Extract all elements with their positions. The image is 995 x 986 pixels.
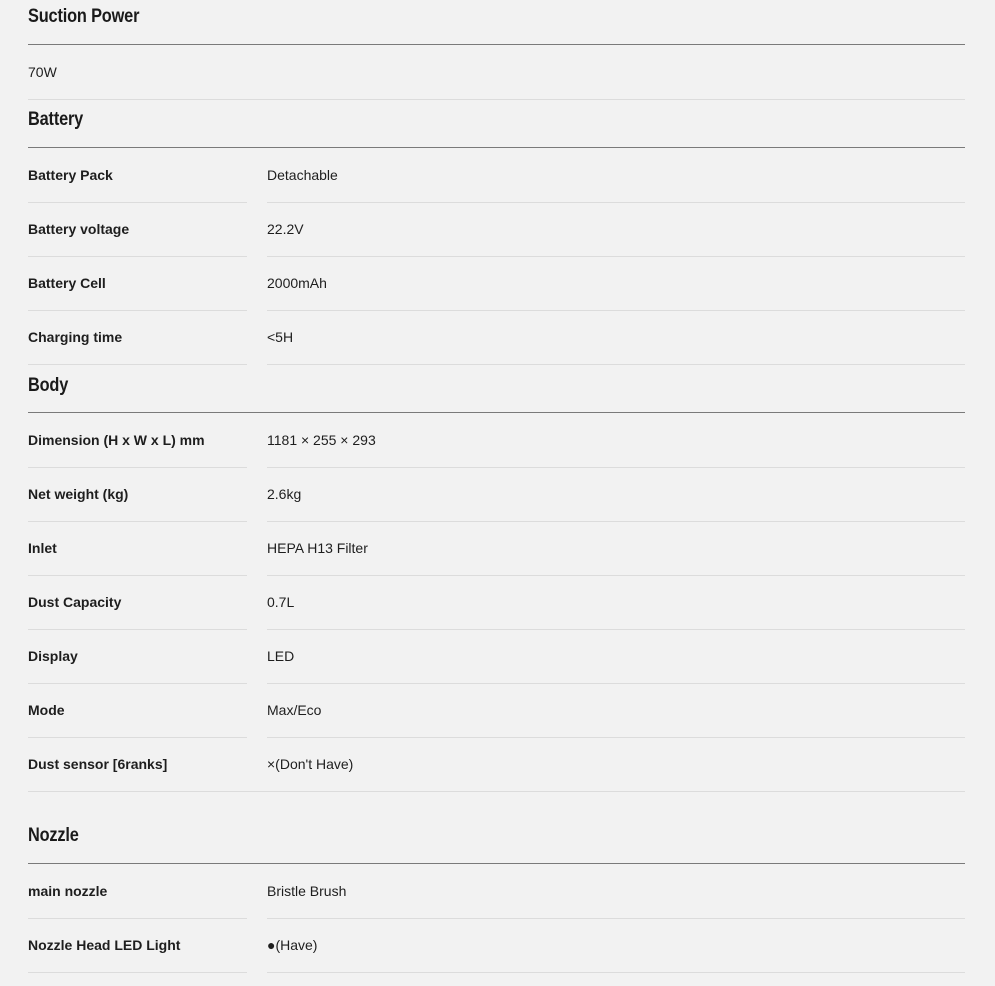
spec-value: <5H xyxy=(267,310,965,365)
spec-row xyxy=(28,467,965,521)
spec-label: Nozzle Head LED Light xyxy=(28,918,247,973)
spec-label: Mode xyxy=(28,683,247,738)
spec-label: Dust Capacity xyxy=(28,575,247,630)
spec-value: LED xyxy=(267,629,965,684)
section-title: Nozzle xyxy=(28,825,79,846)
section-header-body xyxy=(28,364,965,413)
spec-value: ●(Have) xyxy=(267,918,965,973)
spec-label: Dimension (H x W x L) mm xyxy=(28,413,247,468)
spec-label: Net weight (kg) xyxy=(28,467,247,522)
spec-row xyxy=(28,413,965,467)
spec-row xyxy=(28,683,965,737)
spec-value: Max/Eco xyxy=(267,683,965,738)
spec-row xyxy=(28,521,965,575)
spec-value: ×(Don't Have) xyxy=(267,737,965,792)
spec-row xyxy=(28,918,965,972)
spec-value: 2.6kg xyxy=(267,467,965,522)
spec-value: HEPA H13 Filter xyxy=(267,521,965,576)
spec-row xyxy=(28,148,965,202)
spec-row xyxy=(28,629,965,683)
spec-value: Detachable xyxy=(267,148,965,203)
spec-label: Inlet xyxy=(28,521,247,576)
spec-label: Charging time xyxy=(28,310,247,365)
spec-label: Battery Cell xyxy=(28,256,247,311)
spec-row xyxy=(28,737,965,791)
spec-label: Display xyxy=(28,629,247,684)
section-title: Battery xyxy=(28,109,84,130)
spec-label: Battery Pack xyxy=(28,148,247,203)
spec-row xyxy=(28,310,965,364)
section-header-battery xyxy=(28,100,965,148)
spec-value: Bristle Brush xyxy=(267,864,965,919)
spec-value: 2000mAh xyxy=(267,256,965,311)
spec-value: 0.7L xyxy=(267,575,965,630)
spec-label: main nozzle xyxy=(28,864,247,919)
spec-row xyxy=(28,575,965,629)
spec-label: Dust sensor [6ranks] xyxy=(28,737,247,792)
spec-value: 22.2V xyxy=(267,202,965,257)
section-title: Suction Power xyxy=(28,6,140,27)
spec-row xyxy=(28,256,965,310)
spec-row xyxy=(28,864,965,918)
spec-label: Battery voltage xyxy=(28,202,247,257)
spec-value: 1181 × 255 × 293 xyxy=(267,413,965,468)
section-title: Body xyxy=(28,375,69,396)
spec-sheet xyxy=(28,0,965,972)
spec-row xyxy=(28,202,965,256)
section-header-suction-power xyxy=(28,0,965,45)
suction-power-value: 70W xyxy=(28,45,965,100)
section-header-nozzle xyxy=(28,792,965,864)
